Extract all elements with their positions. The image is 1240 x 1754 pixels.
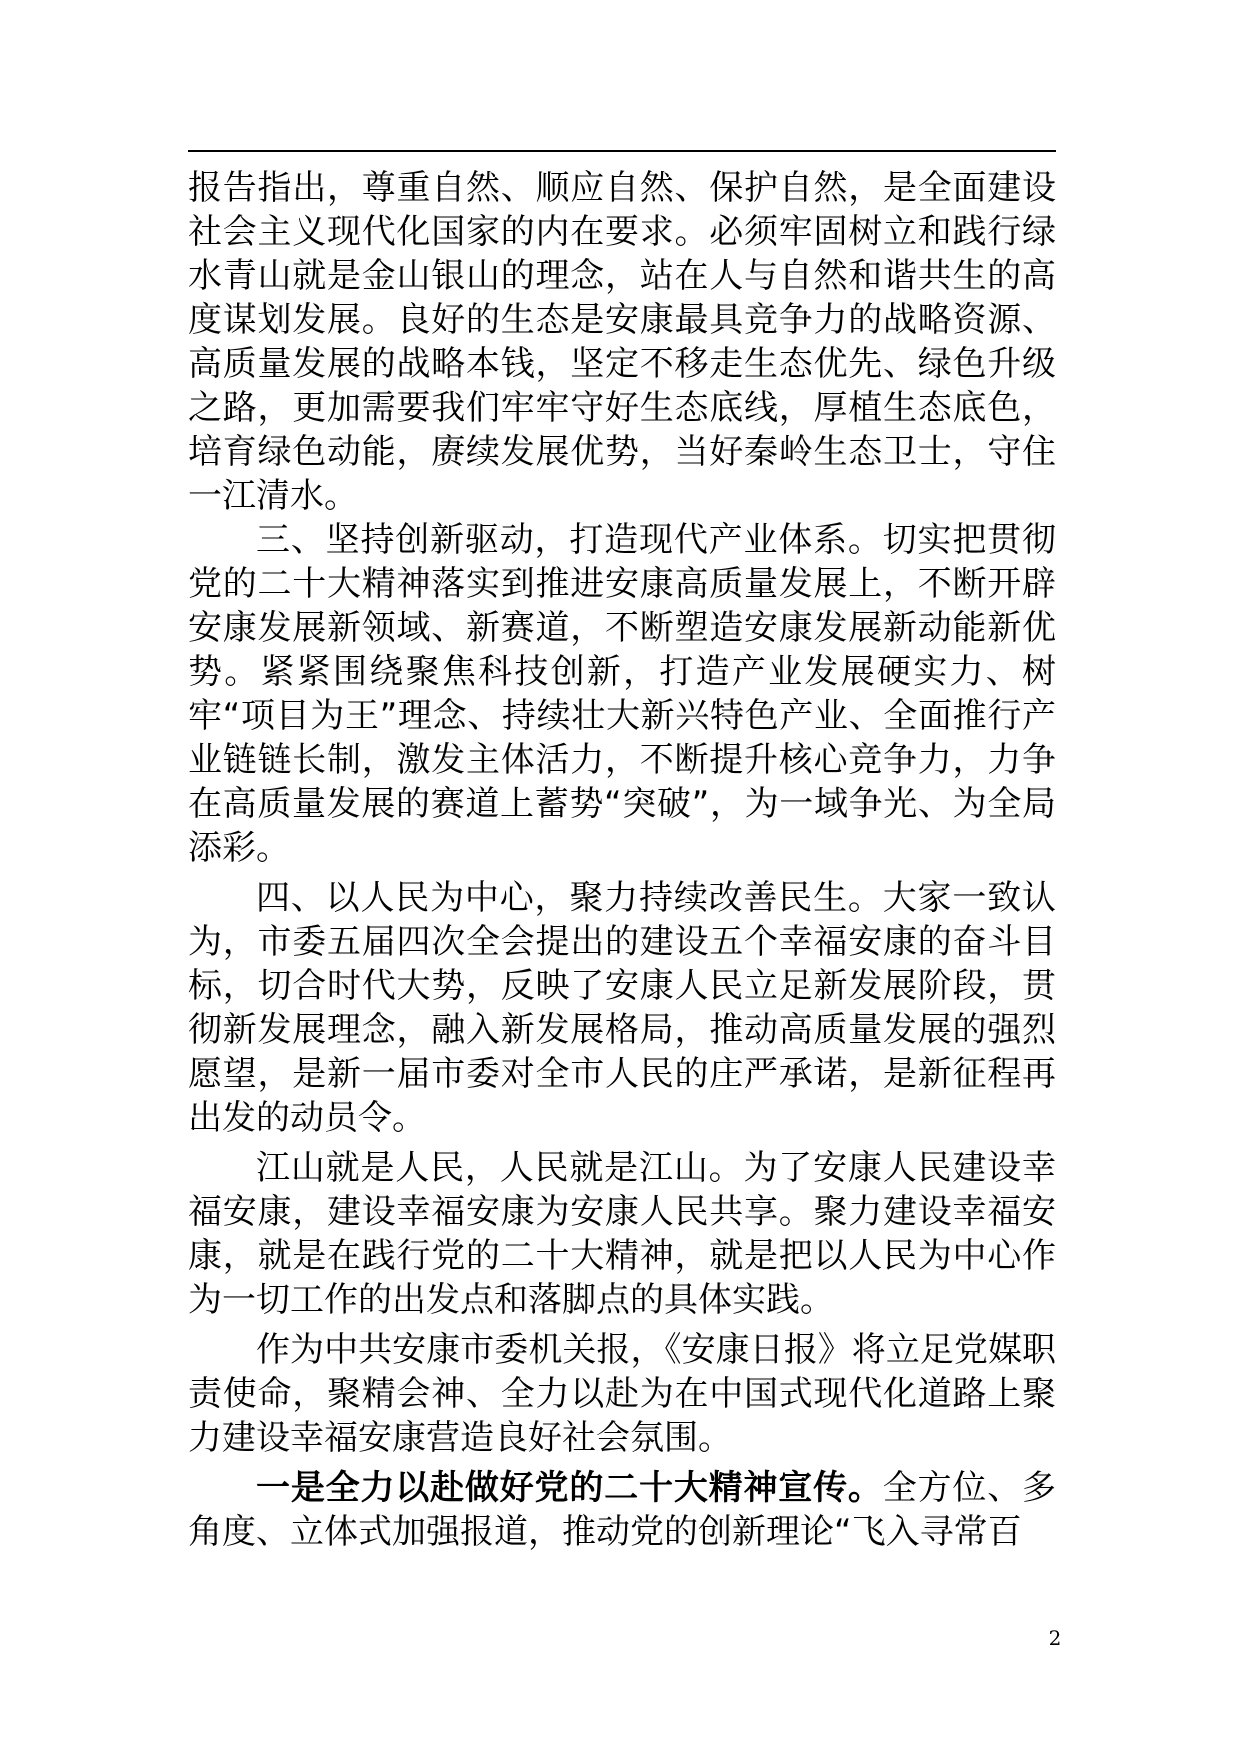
paragraph-ankang-daily: 作为中共安康市委机关报，《安康日报》将立足党媒职责使命，聚精会神、全力以赴为在中国式现代化道路上聚力建设幸福安康营造良好社会氛围。: [188, 1330, 1056, 1458]
paragraph-publicity-task: [188, 1466, 1056, 1554]
paragraph-people-are-the-country: 江山就是人民，人民就是江山。为了安康人民建设幸福安康，建设幸福安康为安康人民共享。聚力建设幸福安康，就是在践行党的二十大精神，就是把以人民为中心作为一切工作的出发点和落脚点的具体实践。: [188, 1148, 1056, 1320]
paragraph-bold-lead: 一是全力以赴做好党的二十大精神宣传。: [256, 1468, 883, 1508]
paragraph-continuation: 全方位、多角度、立体式加强报道，推动党的创新理论“飞入寻常百: [188, 1468, 1057, 1552]
document-body: [188, 166, 1056, 1554]
paragraph-ecology: 报告指出，尊重自然、顺应自然、保护自然，是全面建设社会主义现代化国家的内在要求。必须牢固树立和践行绿水青山就是金山银山的理念，站在人与自然和谐共生的高度谋划发展。良好的生态是安康最具竞争力的战略资源、高质量发展的战略本钱，坚定不移走生态优先、绿色升级之路，更加需要我们牢牢守好生态底线，厚植生态底色，培育绿色动能，赓续发展优势，当好秦岭生态卫士，守住一江清水。: [188, 168, 1056, 516]
paragraph-people-centered: 四、以人民为中心，聚力持续改善民生。大家一致认为，市委五届四次全会提出的建设五个幸福安康的奋斗目标，切合时代大势，反映了安康人民立足新发展阶段，贯彻新发展理念，融入新发展格局，推动高质量发展的强烈愿望，是新一届市委对全市人民的庄严承诺，是新征程再出发的动员令。: [188, 878, 1056, 1138]
header-rule: [188, 150, 1056, 152]
paragraph-innovation: 三、坚持创新驱动，打造现代产业体系。切实把贯彻党的二十大精神落实到推进安康高质量发展上，不断开辟安康发展新领域、新赛道，不断塑造安康发展新动能新优势。紧紧围绕聚焦科技创新，打造产业发展硬实力、树牢“项目为王”理念、持续壮大新兴特色产业、全面推行产业链链长制，激发主体活力，不断提升核心竞争力，力争在高质量发展的赛道上蓄势“突破”，为一域争光、为全局添彩。: [188, 520, 1056, 868]
page-number: 2: [1048, 1626, 1062, 1650]
